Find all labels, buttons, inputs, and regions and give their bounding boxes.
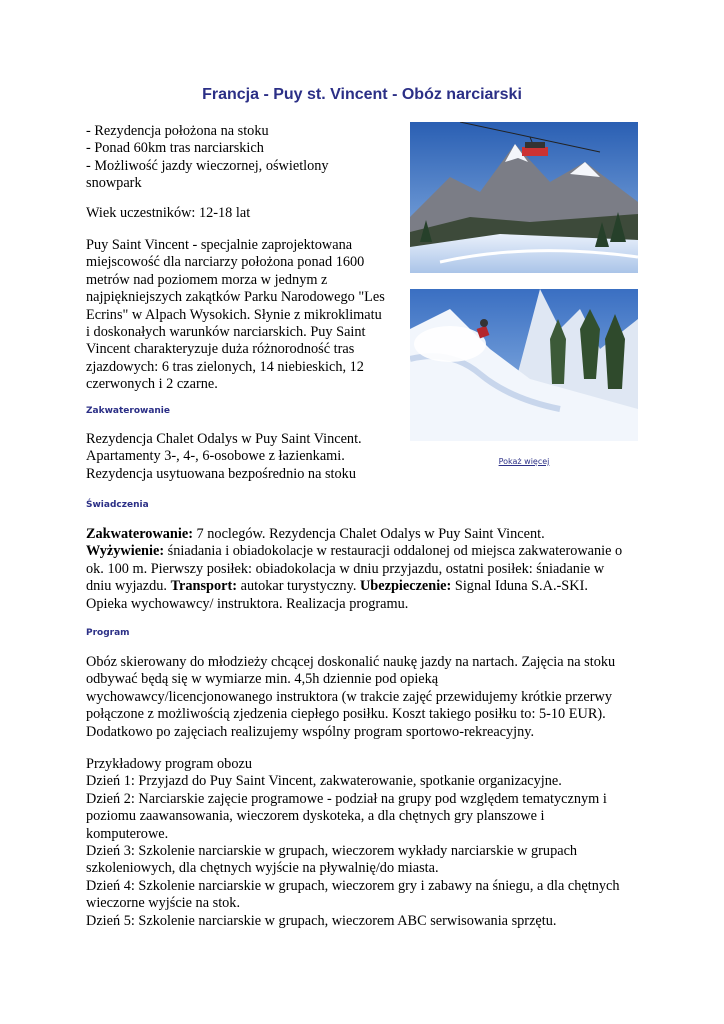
description-line: i doskonałych warunków narciarskich. Puy Saint [86, 324, 366, 341]
swiadczenia-block [86, 526, 646, 613]
day-line: poziomu zaawansowania, wieczorem dyskoteka, a dla chętnych gry planszowe i [86, 808, 545, 825]
day-line: Dzień 1: Przyjazd do Puy Saint Vincent, zakwaterowanie, spotkanie organizacyjne. [86, 773, 562, 790]
description-line: metrów nad poziomem morza w jednym z [86, 271, 328, 288]
bullet-line: snowpark [86, 175, 142, 192]
zakwaterowanie-line: Rezydencja usytuowana bezpośrednio na stoku [86, 465, 356, 482]
program-line: Dodatkowo po zajęciach realizujemy wspólny program sportowo-rekreacyjny. [86, 723, 535, 740]
program-line: połączone z możliwością zjedzenia ciepłego posiłku. Koszt takiego posiłku to: 5-10 EUR). [86, 706, 606, 723]
value-ubezpieczenie: Signal Iduna S.A.-SKI. [451, 578, 588, 595]
age-text: Wiek uczestników: 12-18 lat [86, 205, 251, 221]
section-heading: Zakwaterowanie [86, 406, 170, 416]
section-swiadczenia [86, 500, 149, 510]
description-line: miejscowość dla narciarzy położona ponad 1600 [86, 254, 365, 271]
day-line: Dzień 5: Szkolenie narciarskie w grupach, wieczorem ABC serwisowania sprzętu. [86, 912, 557, 929]
ski-lift-photo [410, 122, 638, 273]
day-line: wieczorne wyjście na stok. [86, 895, 241, 912]
zakwaterowanie-block [86, 431, 362, 483]
day-line: komputerowe. [86, 825, 169, 842]
description-line: najpiękniejszych zakątków Parku Narodowego "Les [86, 289, 385, 306]
show-more-link[interactable]: Pokaż więcej [498, 457, 550, 466]
description-line: Puy Saint Vincent - specjalnie zaprojektowana [86, 237, 353, 253]
section-program [86, 628, 130, 638]
section-heading: Świadczenia [86, 500, 149, 510]
description-line: Ecrins" w Alpach Wysokich. Słynie z mikroklimatu [86, 306, 382, 323]
label-wyzywienie: Wyżywienie: [86, 543, 165, 560]
bullet-line: - Ponad 60km tras narciarskich [86, 140, 264, 157]
program-line: Obóz skierowany do młodzieży chcącej doskonalić naukę jazdy na nartach. Zajęcia na stoku [86, 654, 616, 670]
program-line: wychowawcy/licencjonowanego instruktora (w trakcie zajęć przewidujemy krótkie przerwy [86, 688, 612, 705]
description-block [86, 237, 396, 394]
page-title: Francja - Puy st. Vincent - Obóz narciarski [202, 86, 522, 103]
bullet-line: - Rezydencja położona na stoku [86, 123, 269, 139]
program-line: odbywać będą się w wymiarze min. 4,5h dziennie pod opieką [86, 671, 439, 688]
swiadczenia-line: ok. 100 m. Pierwszy posiłek: obiadokolacja w dniu przyjazdu, ostatni posiłek: śniadanie w [86, 560, 605, 577]
intro-block [86, 123, 396, 193]
description-line: zjazdowych: 6 tras zielonych, 14 niebieskich, 12 [86, 358, 364, 375]
bullet-line: - Możliwość jazdy wieczornej, oświetlony [86, 157, 329, 174]
zakwaterowanie-line: Apartamenty 3-, 4-, 6-osobowe z łazienkami. [86, 448, 345, 465]
day-line: szkoleniowych, dla chętnych wyjście na pływalnię/do miasta. [86, 860, 439, 877]
value-zakwaterowanie: 7 noclegów. Rezydencja Chalet Odalys w Puy Saint Vincent. [192, 526, 545, 542]
description-line: czerwonych i 2 czarne. [86, 376, 218, 393]
text-segment: dniu wyjazdu. [86, 578, 171, 595]
section-zakwaterowanie [86, 406, 170, 416]
age-line [86, 205, 250, 222]
program-paragraph [86, 654, 646, 741]
swiadczenia-line [86, 543, 646, 560]
label-transport: Transport: [170, 578, 238, 595]
description-line: Vincent charakteryzuje duża różnorodność tras [86, 341, 355, 358]
swiadczenia-line [86, 526, 646, 543]
zakwaterowanie-line: Rezydencja Chalet Odalys w Puy Saint Vincent. [86, 431, 362, 447]
label-zakwaterowanie: Zakwaterowanie: [86, 526, 193, 542]
swiadczenia-line: Opieka wychowawcy/ instruktora. Realizacja programu. [86, 595, 409, 612]
day-line: Dzień 3: Szkolenie narciarskie w grupach, wieczorem wykłady narciarskie w grupach [86, 843, 578, 860]
sample-program-heading: Przykładowy program obozu [86, 756, 252, 772]
value-wyzywienie: śniadania i obiadokolacje w restauracji oddalonej od miejsca zakwaterowanie o [164, 543, 623, 560]
day-line: Dzień 4: Szkolenie narciarskie w grupach, wieczorem gry i zabawy na śniegu, a dla chętnych [86, 877, 620, 894]
value-transport: autokar turystyczny. [237, 578, 360, 595]
section-heading: Program [86, 628, 130, 638]
label-ubezpieczenie: Ubezpieczenie: [359, 578, 452, 595]
day-line: Dzień 2: Narciarskie zajęcie programowe - podział na grupy pod względem tematycznym i [86, 790, 607, 807]
skier-powder-photo [410, 289, 638, 441]
sample-program-block [86, 756, 646, 930]
swiadczenia-line [86, 578, 646, 595]
